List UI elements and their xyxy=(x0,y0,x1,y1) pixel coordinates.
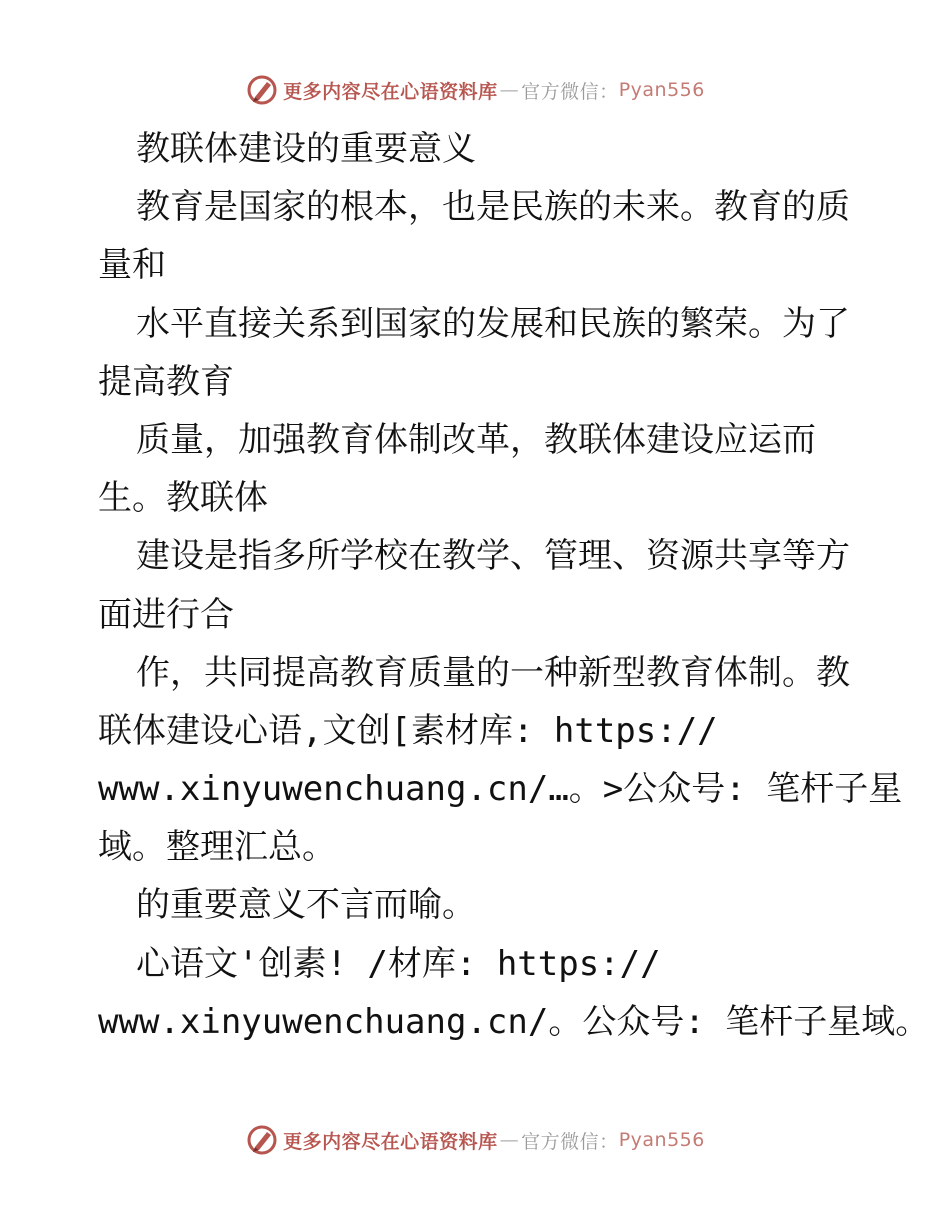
footer-dash: — xyxy=(499,1129,520,1151)
paragraph-line: www.xinyuwenchuang.cn/。公众号: 笔杆子星域。 xyxy=(98,1001,930,1042)
pen-logo-icon xyxy=(245,1123,279,1157)
paragraph-line: 生。教联体 xyxy=(98,478,268,519)
header-brand-text: 更多内容尽在心语资料库 xyxy=(283,80,498,103)
paragraph-line: 质量，加强教育体制改革，教联体建设应运而 xyxy=(136,419,816,460)
paragraph-line: 作，共同提高教育质量的一种新型教育体制。教 xyxy=(136,652,850,693)
header-wechat-id: Pyan556 xyxy=(618,79,705,101)
paragraph-line: www.xinyuwenchuang.cn/…。>公众号: 笔杆子星 xyxy=(98,769,903,810)
footer-wechat-id: Pyan556 xyxy=(618,1129,705,1151)
pen-logo-icon xyxy=(245,73,279,107)
paragraph-line: 建设是指多所学校在教学、管理、资源共享等方 xyxy=(136,536,850,577)
footer-brand-text: 更多内容尽在心语资料库 xyxy=(283,1130,498,1153)
paragraph-line: 教育是国家的根本，也是民族的未来。教育的质 xyxy=(136,187,850,228)
paragraph-line: 提高教育 xyxy=(98,361,234,402)
paragraph-line: 量和 xyxy=(98,245,166,286)
header-wechat-label: 官方微信： xyxy=(521,80,619,103)
paragraph-line: 域。整理汇总。 xyxy=(98,827,336,868)
footer-banner xyxy=(0,1120,950,1160)
document-body xyxy=(98,120,930,1051)
paragraph-line: 心语文'创素! /材库: https:// xyxy=(136,943,661,984)
paragraph-line: 联体建设心语,文创[素材库: https:// xyxy=(98,710,718,751)
paragraph-line: 面进行合 xyxy=(98,594,234,635)
footer-wechat-label: 官方微信： xyxy=(521,1130,619,1153)
paragraph-line: 水平直接关系到国家的发展和民族的繁荣。为了 xyxy=(136,303,850,344)
header-banner xyxy=(0,70,950,110)
header-dash: — xyxy=(499,79,520,101)
document-title: 教联体建设的重要意义 xyxy=(136,129,476,169)
paragraph-line: 的重要意义不言而喻。 xyxy=(136,885,476,926)
